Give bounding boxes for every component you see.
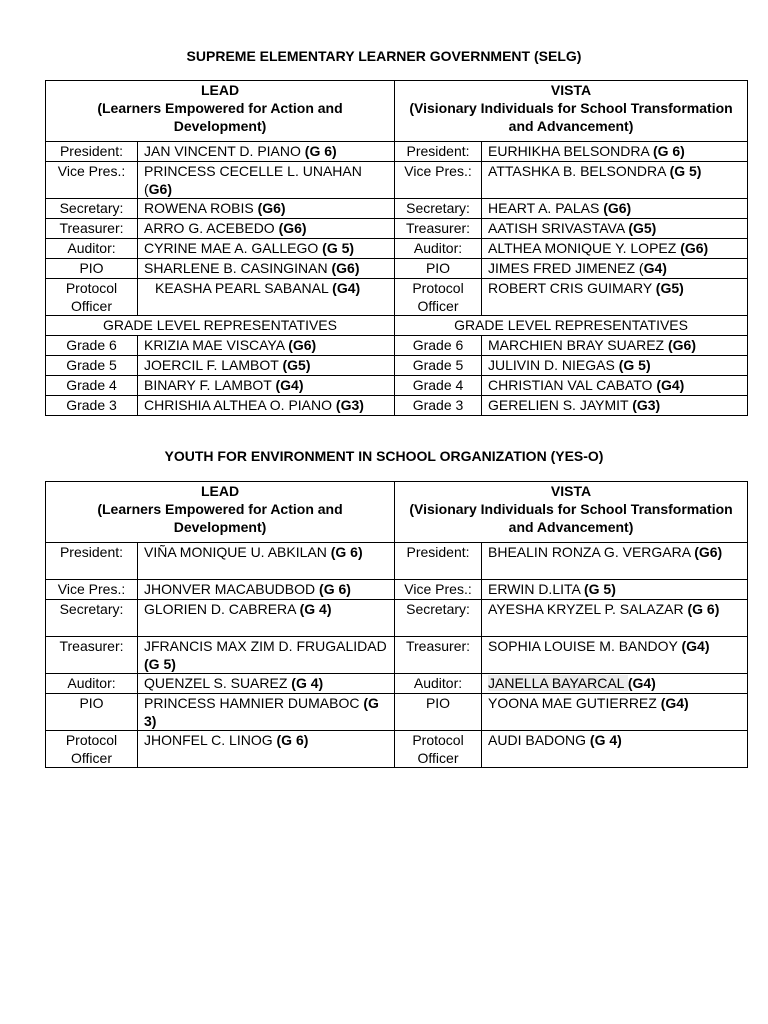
- officer-name: PRINCESS CECELLE L. UNAHAN (G6): [138, 162, 395, 199]
- grade-level-header-row: [46, 316, 748, 336]
- grade-label: Grade 3: [46, 396, 138, 416]
- rep-name: KRIZIA MAE VISCAYA (G6): [138, 336, 395, 356]
- selg-lead-header: [46, 81, 395, 142]
- table-row: [46, 239, 748, 259]
- selg-title: SUPREME ELEMENTARY LEARNER GOVERNMENT (SELG): [186, 48, 582, 64]
- role-label: PIO: [395, 259, 482, 279]
- role-label: PIO: [395, 694, 482, 731]
- vista-subtitle: (Visionary Individuals for School Transformation and Advancement): [409, 501, 733, 535]
- role-label: Vice Pres.:: [46, 580, 138, 600]
- grade-label: Grade 5: [46, 356, 138, 376]
- officer-name: PRINCESS HAMNIER DUMABOC (G 3): [138, 694, 395, 731]
- table-row: [46, 637, 748, 674]
- officer-name: JFRANCIS MAX ZIM D. FRUGALIDAD (G 5): [138, 637, 395, 674]
- selg-vista-header: [395, 81, 748, 142]
- officer-name: AUDI BADONG (G 4): [482, 731, 748, 768]
- officer-name: ALTHEA MONIQUE Y. LOPEZ (G6): [482, 239, 748, 259]
- officer-name: SOPHIA LOUISE M. BANDOY (G4): [482, 637, 748, 674]
- rep-name: JOERCIL F. LAMBOT (G5): [138, 356, 395, 376]
- table-row: [46, 356, 748, 376]
- officer-name: AYESHA KRYZEL P. SALAZAR (G 6): [482, 600, 748, 637]
- officer-name: SHARLENE B. CASINGINAN (G6): [138, 259, 395, 279]
- role-label: Vice Pres.:: [395, 162, 482, 199]
- role-label: Secretary:: [395, 600, 482, 637]
- role-label: Protocol Officer: [395, 731, 482, 768]
- lead-subtitle: (Learners Empowered for Action and Development): [97, 501, 343, 535]
- officer-name: JANELLA BAYARCAL (G4): [482, 674, 748, 694]
- rep-name: CHRISTIAN VAL CABATO (G4): [482, 376, 748, 396]
- officer-name: EURHIKHA BELSONDRA (G 6): [482, 142, 748, 162]
- officer-name: ATTASHKA B. BELSONDRA (G 5): [482, 162, 748, 199]
- role-label: Protocol Officer: [46, 279, 138, 316]
- role-label: PIO: [46, 259, 138, 279]
- role-label: Treasurer:: [395, 637, 482, 674]
- role-label: Secretary:: [46, 199, 138, 219]
- officer-name: JHONFEL C. LINOG (G 6): [138, 731, 395, 768]
- table-row: [46, 694, 748, 731]
- vista-title: VISTA: [550, 82, 592, 98]
- role-label: President:: [395, 543, 482, 580]
- lead-subtitle: (Learners Empowered for Action and Development): [97, 100, 343, 134]
- officer-name: JIMES FRED JIMENEZ (G4): [482, 259, 748, 279]
- role-label: Auditor:: [395, 674, 482, 694]
- lead-title: LEAD: [200, 82, 240, 98]
- table-row: [46, 162, 748, 199]
- yeso-vista-header: [395, 482, 748, 543]
- table-row: [46, 376, 748, 396]
- role-label: Secretary:: [46, 600, 138, 637]
- officer-name: KEASHA PEARL SABANAL (G4): [138, 279, 395, 316]
- officer-name: JHONVER MACABUDBOD (G 6): [138, 580, 395, 600]
- lead-title: LEAD: [200, 483, 240, 499]
- officer-name: JAN VINCENT D. PIANO (G 6): [138, 142, 395, 162]
- table-row: [46, 580, 748, 600]
- grade-label: Grade 4: [395, 376, 482, 396]
- rep-name: CHRISHIA ALTHEA O. PIANO (G3): [138, 396, 395, 416]
- yeso-header-row: [46, 482, 748, 543]
- role-label: President:: [46, 142, 138, 162]
- table-row: [46, 600, 748, 637]
- officer-name: QUENZEL S. SUAREZ (G 4): [138, 674, 395, 694]
- grade-label: Grade 6: [46, 336, 138, 356]
- role-label: Treasurer:: [46, 637, 138, 674]
- role-label: President:: [46, 543, 138, 580]
- table-row: [46, 396, 748, 416]
- role-label: Auditor:: [395, 239, 482, 259]
- grade-label: Grade 6: [395, 336, 482, 356]
- officer-name: HEART A. PALAS (G6): [482, 199, 748, 219]
- grade-level-label: GRADE LEVEL REPRESENTATIVES: [395, 316, 748, 336]
- role-label: Protocol Officer: [46, 731, 138, 768]
- role-label: Secretary:: [395, 199, 482, 219]
- table-row: [46, 543, 748, 580]
- role-label: Protocol Officer: [395, 279, 482, 316]
- officer-name: AATISH SRIVASTAVA (G5): [482, 219, 748, 239]
- officer-name: CYRINE MAE A. GALLEGO (G 5): [138, 239, 395, 259]
- officer-name: ARRO G. ACEBEDO (G6): [138, 219, 395, 239]
- grade-level-label: GRADE LEVEL REPRESENTATIVES: [46, 316, 395, 336]
- officer-name: ERWIN D.LITA (G 5): [482, 580, 748, 600]
- rep-name: MARCHIEN BRAY SUAREZ (G6): [482, 336, 748, 356]
- yeso-table: [45, 481, 748, 768]
- vista-title: VISTA: [550, 483, 592, 499]
- role-label: PIO: [46, 694, 138, 731]
- role-label: Vice Pres.:: [46, 162, 138, 199]
- officer-name: ROWENA ROBIS (G6): [138, 199, 395, 219]
- table-row: [46, 219, 748, 239]
- rep-name: BINARY F. LAMBOT (G4): [138, 376, 395, 396]
- table-row: [46, 142, 748, 162]
- yeso-title: YOUTH FOR ENVIRONMENT IN SCHOOL ORGANIZATION (YES-O): [164, 448, 604, 464]
- officer-name: BHEALIN RONZA G. VERGARA (G6): [482, 543, 748, 580]
- grade-label: Grade 3: [395, 396, 482, 416]
- role-label: Auditor:: [46, 674, 138, 694]
- officer-name: YOONA MAE GUTIERREZ (G4): [482, 694, 748, 731]
- vista-subtitle: (Visionary Individuals for School Transformation and Advancement): [409, 100, 733, 134]
- table-row: [46, 336, 748, 356]
- rep-name: GERELIEN S. JAYMIT (G3): [482, 396, 748, 416]
- role-label: President:: [395, 142, 482, 162]
- role-label: Treasurer:: [46, 219, 138, 239]
- selg-header-row: [46, 81, 748, 142]
- yeso-lead-header: [46, 482, 395, 543]
- role-label: Auditor:: [46, 239, 138, 259]
- role-label: Treasurer:: [395, 219, 482, 239]
- grade-label: Grade 5: [395, 356, 482, 376]
- table-row: [46, 731, 748, 768]
- officer-name: ROBERT CRIS GUIMARY (G5): [482, 279, 748, 316]
- table-row: [46, 674, 748, 694]
- selg-table: [45, 80, 748, 416]
- officer-name: VIÑA MONIQUE U. ABKILAN (G 6): [138, 543, 395, 580]
- table-row: [46, 279, 748, 316]
- table-row: [46, 199, 748, 219]
- rep-name: JULIVIN D. NIEGAS (G 5): [482, 356, 748, 376]
- grade-label: Grade 4: [46, 376, 138, 396]
- role-label: Vice Pres.:: [395, 580, 482, 600]
- officer-name: GLORIEN D. CABRERA (G 4): [138, 600, 395, 637]
- table-row: [46, 259, 748, 279]
